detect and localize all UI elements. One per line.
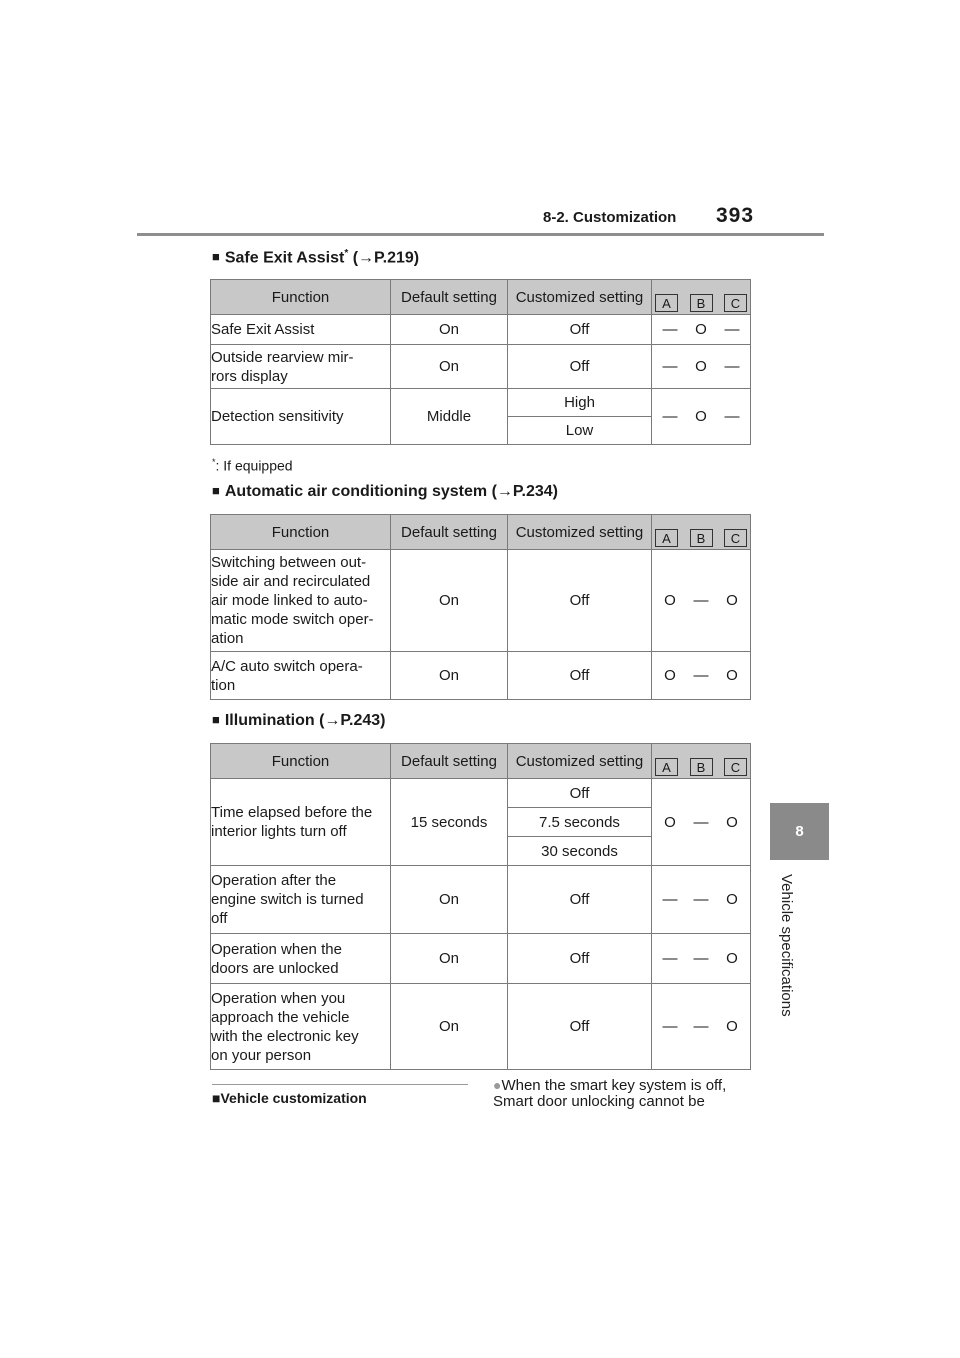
default-cell: On	[391, 345, 508, 389]
abc-values-cell	[652, 984, 751, 1070]
column-header-function: Function	[211, 744, 391, 779]
bottom-divider	[212, 1084, 468, 1085]
label-box-a: A	[655, 758, 678, 776]
column-header-customized: Customized setting	[508, 515, 652, 550]
abc-labels	[652, 746, 750, 776]
value-b: —	[693, 667, 709, 684]
table-row	[211, 984, 751, 1070]
section-heading-air-conditioning	[212, 483, 558, 501]
abc-values	[652, 950, 750, 967]
table-row	[211, 550, 751, 652]
note-text	[493, 1077, 763, 1110]
abc-values	[652, 358, 750, 375]
function-cell: Detection sensitivity	[211, 389, 391, 445]
function-cell: Outside rearview mir- rors display	[211, 345, 391, 389]
table-row	[211, 315, 751, 345]
abc-values	[652, 1018, 750, 1035]
customized-cell: Off	[508, 550, 652, 652]
column-header-customized: Customized setting	[508, 280, 652, 315]
default-cell: On	[391, 934, 508, 984]
column-header-abc	[652, 515, 751, 550]
default-cell: On	[391, 984, 508, 1070]
label-box-b: B	[690, 294, 713, 312]
label-box-c: C	[724, 294, 747, 312]
note-body: When the smart key system is off, Smart door unlocking cannot be	[493, 1077, 727, 1110]
abc-values-cell	[652, 866, 751, 934]
customized-cell: Off	[508, 345, 652, 389]
default-cell: Middle	[391, 389, 508, 445]
table-row	[211, 779, 751, 808]
chapter-number: 8	[795, 823, 804, 840]
value-c: —	[724, 358, 740, 375]
value-c: O	[726, 950, 738, 967]
square-bullet-icon: ■	[212, 712, 220, 727]
table-row	[211, 934, 751, 984]
abc-labels	[652, 282, 750, 312]
abc-values	[652, 891, 750, 908]
abc-values	[652, 321, 750, 338]
label-box-a: A	[655, 294, 678, 312]
table-header-row	[211, 515, 751, 550]
abc-values	[652, 408, 750, 425]
chapter-label: Vehicle specifications	[778, 874, 795, 1017]
table-row	[211, 345, 751, 389]
abc-values-cell	[652, 652, 751, 700]
customized-cell: Low	[508, 417, 652, 445]
customized-cell: Off	[508, 984, 652, 1070]
value-b: —	[693, 813, 709, 831]
value-a: O	[664, 667, 676, 684]
default-cell: On	[391, 550, 508, 652]
customized-cell: High	[508, 389, 652, 417]
value-a: O	[664, 813, 676, 831]
heading-text: Automatic air conditioning system	[224, 483, 488, 500]
column-header-customized: Customized setting	[508, 744, 652, 779]
bullet-icon: ●	[493, 1077, 502, 1093]
page-reference: (→P.234)	[491, 483, 558, 500]
table-row	[211, 389, 751, 417]
customized-cell: 7.5 seconds	[508, 808, 652, 837]
abc-values-cell	[652, 389, 751, 445]
value-b: —	[693, 950, 709, 967]
value-c: O	[726, 1018, 738, 1035]
table-header-row	[211, 744, 751, 779]
value-c: O	[726, 592, 738, 609]
function-cell: A/C auto switch opera- tion	[211, 652, 391, 700]
value-b: —	[693, 1018, 709, 1035]
value-a: —	[662, 358, 678, 375]
customized-cell: Off	[508, 866, 652, 934]
footnote	[212, 457, 293, 474]
customized-cell: Off	[508, 652, 652, 700]
heading-text: Illumination	[224, 712, 315, 729]
asterisk-mark: *	[344, 248, 349, 259]
default-cell: On	[391, 866, 508, 934]
value-c: O	[726, 813, 738, 831]
value-a: —	[662, 321, 678, 338]
label-box-b: B	[690, 758, 713, 776]
value-b: O	[695, 408, 707, 425]
value-a: —	[662, 408, 678, 425]
air-conditioning-table	[210, 514, 751, 700]
value-b: O	[695, 321, 707, 338]
function-cell: Time elapsed before the interior lights turn off	[211, 779, 391, 866]
customized-cell: 30 seconds	[508, 837, 652, 866]
customization-title: Vehicle customization	[220, 1090, 367, 1106]
chapter-tab	[770, 803, 829, 860]
section-heading-illumination	[212, 712, 386, 730]
value-c: O	[726, 667, 738, 684]
column-header-default: Default setting	[391, 280, 508, 315]
table-row	[211, 652, 751, 700]
page-reference: (→P.219)	[352, 249, 420, 267]
page-number: 393	[716, 204, 755, 227]
function-cell: Switching between out- side air and recirculated air mode linked to auto- matic mode switch oper- ation	[211, 550, 391, 652]
default-cell: On	[391, 652, 508, 700]
section-heading-safe-exit	[212, 248, 419, 267]
abc-values	[652, 667, 750, 684]
label-box-a: A	[655, 529, 678, 547]
header-divider	[137, 233, 824, 236]
function-cell: Safe Exit Assist	[211, 315, 391, 345]
abc-values-cell	[652, 315, 751, 345]
function-cell: Operation after the engine switch is turned off	[211, 866, 391, 934]
value-b: O	[695, 358, 707, 375]
customized-cell: Off	[508, 315, 652, 345]
default-cell: On	[391, 315, 508, 345]
customized-cell: Off	[508, 779, 652, 808]
abc-values-cell	[652, 779, 751, 866]
section-title: 8-2. Customization	[543, 209, 677, 226]
value-c: O	[726, 891, 738, 908]
column-header-abc	[652, 280, 751, 315]
value-b: —	[693, 891, 709, 908]
value-a: —	[662, 950, 678, 967]
default-cell: 15 seconds	[391, 779, 508, 866]
heading-text: Safe Exit Assist	[224, 249, 345, 267]
value-a: O	[664, 592, 676, 609]
value-c: —	[724, 321, 740, 338]
abc-labels	[652, 517, 750, 547]
abc-values	[652, 814, 750, 831]
label-box-c: C	[724, 529, 747, 547]
column-header-function: Function	[211, 280, 391, 315]
abc-values-cell	[652, 345, 751, 389]
value-b: —	[693, 592, 709, 609]
square-bullet-icon: ■	[212, 483, 220, 498]
column-header-abc	[652, 744, 751, 779]
function-cell: Operation when you approach the vehicle with the electronic key on your person	[211, 984, 391, 1070]
function-cell: Operation when the doors are unlocked	[211, 934, 391, 984]
column-header-function: Function	[211, 515, 391, 550]
square-bullet-icon: ■	[212, 249, 220, 265]
value-a: —	[662, 891, 678, 908]
table-header-row	[211, 280, 751, 315]
value-a: —	[662, 1018, 678, 1035]
abc-values-cell	[652, 934, 751, 984]
safe-exit-table	[210, 279, 751, 445]
customization-heading	[212, 1090, 367, 1106]
label-box-c: C	[724, 758, 747, 776]
footnote-text: : If equipped	[215, 457, 293, 474]
table-row	[211, 866, 751, 934]
label-box-b: B	[690, 529, 713, 547]
column-header-default: Default setting	[391, 515, 508, 550]
value-c: —	[724, 408, 740, 425]
customized-cell: Off	[508, 934, 652, 984]
abc-values	[652, 592, 750, 609]
footnote-mark: *	[212, 457, 216, 467]
illumination-table	[210, 743, 751, 1070]
column-header-default: Default setting	[391, 744, 508, 779]
square-bullet-icon: ■	[212, 1090, 221, 1106]
abc-values-cell	[652, 550, 751, 652]
page-reference: (→P.243)	[319, 712, 386, 729]
